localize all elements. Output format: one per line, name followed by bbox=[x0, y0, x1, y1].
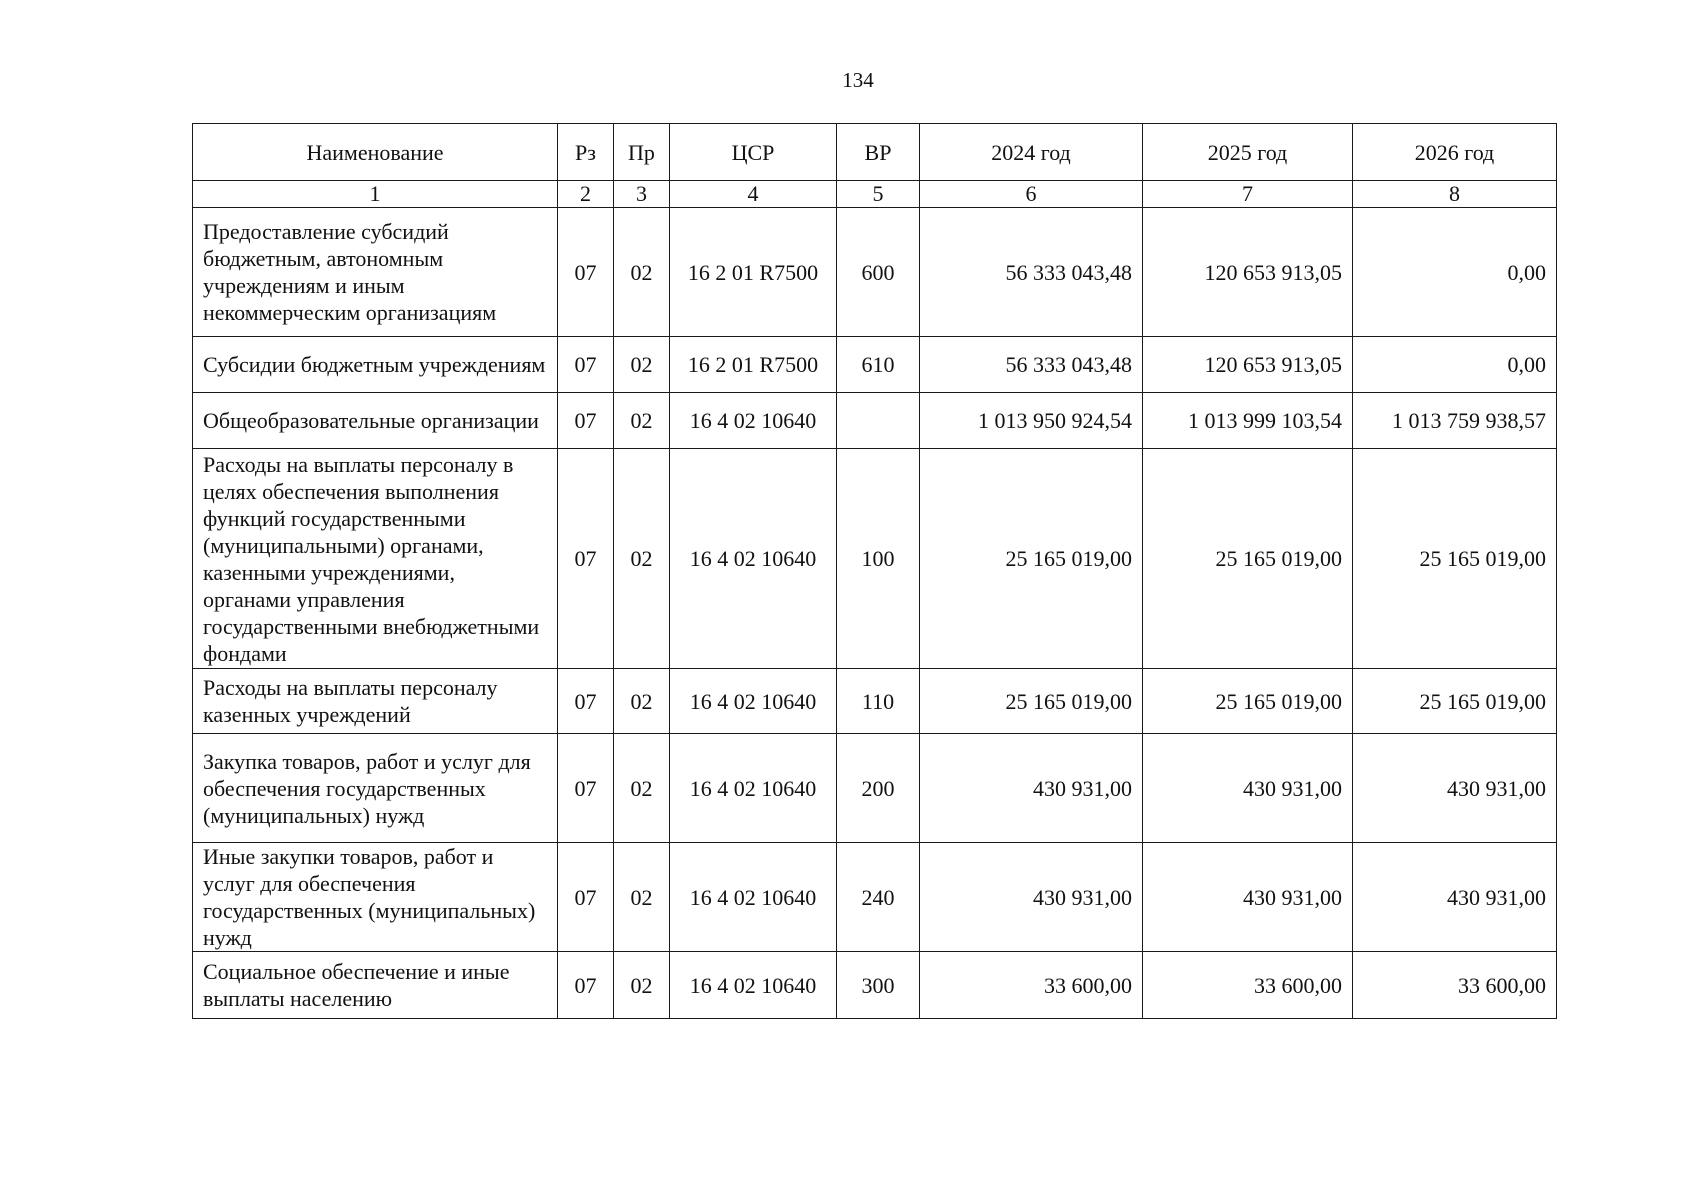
header-2025: 2025 год bbox=[1143, 124, 1353, 181]
row-vr bbox=[837, 393, 920, 449]
row-name: Общеобразовательные организации bbox=[193, 393, 558, 449]
row-amount-2025: 1 013 999 103,54 bbox=[1143, 393, 1353, 449]
row-csr: 16 4 02 10640 bbox=[670, 393, 837, 449]
row-rz: 07 bbox=[558, 449, 614, 669]
row-pr: 02 bbox=[614, 843, 670, 952]
row-pr: 02 bbox=[614, 337, 670, 393]
row-vr: 100 bbox=[837, 449, 920, 669]
row-amount-2026: 430 931,00 bbox=[1353, 843, 1557, 952]
row-amount-2026: 1 013 759 938,57 bbox=[1353, 393, 1557, 449]
row-amount-2025: 430 931,00 bbox=[1143, 734, 1353, 843]
row-pr: 02 bbox=[614, 669, 670, 734]
row-amount-2025: 120 653 913,05 bbox=[1143, 208, 1353, 337]
column-number: 8 bbox=[1353, 181, 1557, 208]
header-name: Наименование bbox=[193, 124, 558, 181]
row-csr: 16 2 01 R7500 bbox=[670, 337, 837, 393]
table-row bbox=[193, 449, 1557, 669]
column-number: 1 bbox=[193, 181, 558, 208]
row-amount-2024: 25 165 019,00 bbox=[920, 449, 1143, 669]
row-rz: 07 bbox=[558, 843, 614, 952]
row-amount-2024: 56 333 043,48 bbox=[920, 337, 1143, 393]
row-csr: 16 4 02 10640 bbox=[670, 669, 837, 734]
column-number: 7 bbox=[1143, 181, 1353, 208]
row-rz: 07 bbox=[558, 734, 614, 843]
page-number: 134 bbox=[842, 68, 874, 92]
row-csr: 16 2 01 R7500 bbox=[670, 208, 837, 337]
budget-table bbox=[192, 123, 1557, 1019]
row-name: Иные закупки товаров, работ и услуг для обеспечения государственных (муниципальных) нужд bbox=[193, 843, 558, 952]
row-csr: 16 4 02 10640 bbox=[670, 952, 837, 1019]
row-pr: 02 bbox=[614, 449, 670, 669]
header-2024: 2024 год bbox=[920, 124, 1143, 181]
row-rz: 07 bbox=[558, 952, 614, 1019]
column-numbers-row bbox=[193, 181, 1557, 208]
row-amount-2026: 25 165 019,00 bbox=[1353, 449, 1557, 669]
row-rz: 07 bbox=[558, 208, 614, 337]
header-vr: ВР bbox=[837, 124, 920, 181]
header-pr: Пр bbox=[614, 124, 670, 181]
row-amount-2026: 0,00 bbox=[1353, 208, 1557, 337]
row-name: Социальное обеспечение и иные выплаты населению bbox=[193, 952, 558, 1019]
row-csr: 16 4 02 10640 bbox=[670, 449, 837, 669]
row-amount-2024: 1 013 950 924,54 bbox=[920, 393, 1143, 449]
row-amount-2025: 120 653 913,05 bbox=[1143, 337, 1353, 393]
column-number: 5 bbox=[837, 181, 920, 208]
row-amount-2024: 430 931,00 bbox=[920, 734, 1143, 843]
row-amount-2026: 430 931,00 bbox=[1353, 734, 1557, 843]
column-number: 2 bbox=[558, 181, 614, 208]
table-row bbox=[193, 393, 1557, 449]
header-row bbox=[193, 124, 1557, 181]
header-2026: 2026 год bbox=[1353, 124, 1557, 181]
table-row bbox=[193, 952, 1557, 1019]
row-amount-2025: 25 165 019,00 bbox=[1143, 669, 1353, 734]
row-vr: 200 bbox=[837, 734, 920, 843]
header-rz: Рз bbox=[558, 124, 614, 181]
row-csr: 16 4 02 10640 bbox=[670, 734, 837, 843]
row-amount-2025: 25 165 019,00 bbox=[1143, 449, 1353, 669]
row-vr: 600 bbox=[837, 208, 920, 337]
table-row bbox=[193, 669, 1557, 734]
table-row bbox=[193, 734, 1557, 843]
row-amount-2026: 33 600,00 bbox=[1353, 952, 1557, 1019]
table-row bbox=[193, 337, 1557, 393]
column-number: 3 bbox=[614, 181, 670, 208]
row-amount-2024: 56 333 043,48 bbox=[920, 208, 1143, 337]
row-name: Субсидии бюджетным учреждениям bbox=[193, 337, 558, 393]
row-pr: 02 bbox=[614, 393, 670, 449]
row-vr: 110 bbox=[837, 669, 920, 734]
row-name: Расходы на выплаты персоналу в целях обеспечения выполнения функций государственными (муниципальными) органами, казенными учреждениями, органами управления государственными внебюджетными фондами bbox=[193, 449, 558, 669]
row-amount-2026: 25 165 019,00 bbox=[1353, 669, 1557, 734]
row-pr: 02 bbox=[614, 734, 670, 843]
row-vr: 610 bbox=[837, 337, 920, 393]
row-vr: 240 bbox=[837, 843, 920, 952]
row-pr: 02 bbox=[614, 208, 670, 337]
header-csr: ЦСР bbox=[670, 124, 837, 181]
row-amount-2024: 33 600,00 bbox=[920, 952, 1143, 1019]
row-csr: 16 4 02 10640 bbox=[670, 843, 837, 952]
row-rz: 07 bbox=[558, 337, 614, 393]
row-name: Закупка товаров, работ и услуг для обеспечения государственных (муниципальных) нужд bbox=[193, 734, 558, 843]
row-vr: 300 bbox=[837, 952, 920, 1019]
row-amount-2026: 0,00 bbox=[1353, 337, 1557, 393]
row-amount-2024: 25 165 019,00 bbox=[920, 669, 1143, 734]
row-amount-2024: 430 931,00 bbox=[920, 843, 1143, 952]
table-row bbox=[193, 208, 1557, 337]
row-pr: 02 bbox=[614, 952, 670, 1019]
row-name: Расходы на выплаты персоналу казенных учреждений bbox=[193, 669, 558, 734]
row-name: Предоставление субсидий бюджетным, автономным учреждениям и иным некоммерческим организациям bbox=[193, 208, 558, 337]
table-row bbox=[193, 843, 1557, 952]
row-amount-2025: 33 600,00 bbox=[1143, 952, 1353, 1019]
column-number: 6 bbox=[920, 181, 1143, 208]
row-rz: 07 bbox=[558, 669, 614, 734]
row-rz: 07 bbox=[558, 393, 614, 449]
column-number: 4 bbox=[670, 181, 837, 208]
row-amount-2025: 430 931,00 bbox=[1143, 843, 1353, 952]
